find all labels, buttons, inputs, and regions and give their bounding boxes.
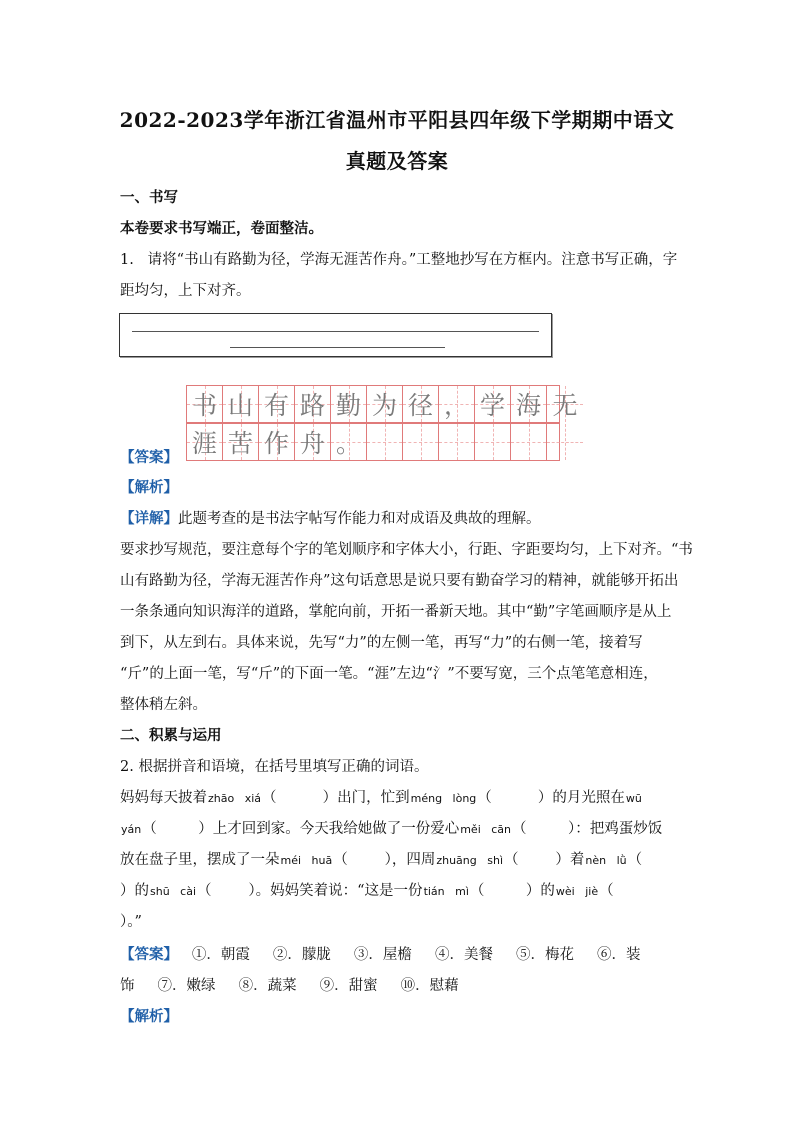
blank-bracket: （ <box>627 852 643 868</box>
grid-cell: 苦 <box>223 424 259 460</box>
pinyin: méi huā <box>280 854 333 867</box>
detail-line <box>120 509 541 529</box>
fill-line-5: ）。” <box>120 914 142 930</box>
analysis-paragraph-line: 要求抄写规范，要注意每个字的笔划顺序和字体大小，行距、字距要均匀，上下对齐。“书 <box>120 542 693 558</box>
answer-line-2 <box>120 945 641 965</box>
pinyin: zhāo xiá <box>208 792 262 805</box>
section1-heading: 一、书写 <box>120 189 178 206</box>
text-segment: 妈妈每天披着 <box>120 790 207 806</box>
grid-cell: 有 <box>259 386 295 422</box>
grid-cell: 山 <box>223 386 259 422</box>
fill-line-1 <box>120 788 643 809</box>
grid-cell: 作 <box>259 424 295 460</box>
grid-cell: 。 <box>331 424 367 460</box>
text-segment: 放在盘子里，摆成了一朵 <box>120 852 280 868</box>
answers-line-continued: 饰 ⑦．嫩绿 ⑧．蔬菜 ⑨．甜蜜 ⑩．慰藉 <box>120 978 459 994</box>
analysis-paragraph-line: 一条条通向知识海洋的道路，掌舵向前，开拓一番新天地。其中“勤”字笔画顺序是从上 <box>120 604 672 620</box>
document-title-line2: 真题及答案 <box>345 149 449 173</box>
question1-line1: 1. 请将“书山有路勤为径，学海无涯苦作舟。”工整地抄写在方框内。注意书写正确，字 <box>120 252 678 268</box>
pinyin: tián mì <box>423 885 469 898</box>
blank-bracket: （ ）。妈妈笑着说：“这是一份 <box>197 883 423 899</box>
grid-cell: 书 <box>187 386 223 422</box>
grid-cell <box>367 424 403 460</box>
pinyin: wū <box>625 792 642 805</box>
analysis-tag-1: 【解析】 <box>120 479 178 496</box>
fill-line-2 <box>120 819 662 840</box>
grid-cell: 无 <box>547 386 583 422</box>
detail-tag: 【详解】 <box>120 510 178 527</box>
blank-bracket: （ ）的 <box>469 883 555 899</box>
pinyin: měi cān <box>460 823 512 836</box>
analysis-paragraph-line: 整体稍左斜。 <box>120 697 207 713</box>
grid-cell: 路 <box>295 386 331 422</box>
grid-cell <box>547 424 583 460</box>
document-title-line1: 2022-2023学年浙江省温州市平阳县四年级下学期期中语文 <box>119 108 675 132</box>
blank-bracket: （ ）的月光照在 <box>477 790 625 806</box>
grid-cell <box>403 424 439 460</box>
pinyin: yán <box>121 823 142 836</box>
analysis-tag-2: 【解析】 <box>120 1008 178 1025</box>
fill-line-3 <box>120 850 642 871</box>
blank-bracket: （ ）出门，忙到 <box>262 790 410 806</box>
grid-cell: 勤 <box>331 386 367 422</box>
grid-cell: ， <box>439 386 475 422</box>
answers-text: ①．朝霞 ②．朦胧 ③．屋檐 ④．美餐 ⑤．梅花 ⑥．装 <box>178 947 641 963</box>
copybook-grid-row2 <box>186 423 560 461</box>
blank-bracket: （ ）：把鸡蛋炒饭 <box>512 821 663 837</box>
grid-cell: 为 <box>367 386 403 422</box>
analysis-paragraph-line: 到下，从左到右。具体来说，先写“力”的左侧一笔，再写“力”的右侧一笔，接着写 <box>120 635 643 651</box>
pinyin: méng lòng <box>410 792 477 805</box>
grid-cell: 涯 <box>187 424 223 460</box>
grid-cell: 学 <box>475 386 511 422</box>
text-segment: ）的 <box>120 883 149 899</box>
grid-cell <box>439 424 475 460</box>
blank-bracket: （ <box>599 883 614 899</box>
writing-frame-line-top <box>132 331 539 332</box>
analysis-paragraph-line: “斤”的上面一笔，写“斤”的下面一笔。“涯”左边“氵”不要写宽，三个点笔笔意相连， <box>120 666 658 682</box>
analysis-paragraph-line: 山有路勤为径，学海无涯苦作舟”这句话意思是说只要有勤奋学习的精神，就能够开拓出 <box>120 573 679 589</box>
section1-instruction: 本卷要求书写端正，卷面整洁。 <box>120 220 323 237</box>
blank-bracket: （ ），四周 <box>333 852 436 868</box>
blank-bracket: （ ）上才回到家。今天我给她做了一份爱心 <box>142 821 460 837</box>
fill-line-4 <box>120 881 614 902</box>
detail-text: 此题考查的是书法字帖写作能力和对成语及典故的理解。 <box>178 511 541 527</box>
pinyin: wèi jiè <box>555 885 599 898</box>
question2-prompt: 2. 根据拼音和语境，在括号里填写正确的词语。 <box>120 759 429 775</box>
grid-cell: 径 <box>403 386 439 422</box>
pinyin: zhuāng shì <box>436 854 504 867</box>
blank-bracket: （ ）着 <box>504 852 585 868</box>
pinyin: shū cài <box>150 885 197 898</box>
grid-cell <box>511 424 547 460</box>
writing-frame-line-bottom <box>230 347 445 348</box>
grid-cell <box>475 424 511 460</box>
answer-tag-1: 【答案】 <box>120 449 178 466</box>
section2-heading: 二、积累与运用 <box>120 727 222 744</box>
writing-frame <box>119 313 552 357</box>
grid-cell: 海 <box>511 386 547 422</box>
answer-tag-2: 【答案】 <box>120 946 178 963</box>
question1-line2: 距均匀，上下对齐。 <box>120 283 251 299</box>
grid-cell: 舟 <box>295 424 331 460</box>
copybook-grid-row1 <box>186 385 578 423</box>
pinyin: nèn lǜ <box>585 854 627 867</box>
